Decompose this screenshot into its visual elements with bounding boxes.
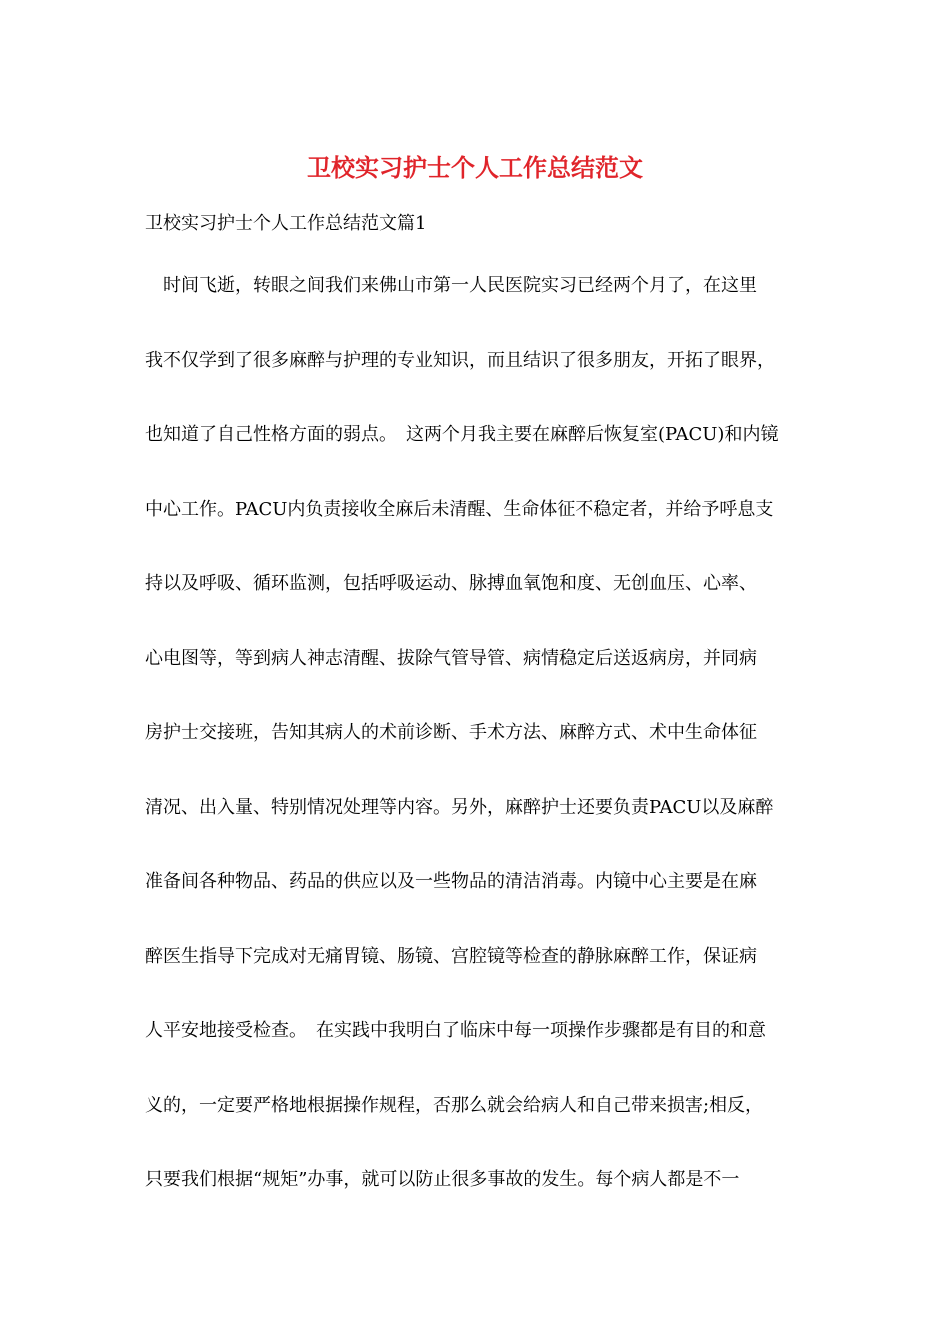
body-line: 只要我们根据“规矩”办事，就可以防止很多事故的发生。每个病人都是不一 [145, 1169, 740, 1190]
body-line: 义的，一定要严格地根据操作规程，否那么就会给病人和自己带来损害;相反， [145, 1094, 764, 1116]
section-heading: 卫校实习护士个人工作总结范文篇1 [145, 213, 427, 234]
document-title: 卫校实习护士个人工作总结范文 [307, 153, 643, 182]
body-text [145, 266, 810, 1235]
body-line: 房护士交接班，告知其病人的术前诊断、手术方法、麻醉方式、术中生命体征 [145, 722, 757, 743]
body-line: 准备间各种物品、药品的供应以及一些物品的清洁消毒。内镜中心主要是在麻 [145, 871, 757, 892]
body-line: 时间飞逝，转眼之间我们来佛山市第一人民医院实习已经两个月了，在这里 [145, 275, 757, 296]
body-line: 持以及呼吸、循环监测，包括呼吸运动、脉搏血氧饱和度、无创血压、心率、 [145, 573, 757, 594]
body-line: 中心工作。PACU内负责接收全麻后未清醒、生命体征不稳定者，并给予呼息支 [145, 498, 774, 520]
body-line: 也知道了自己性格方面的弱点。 这两个月我主要在麻醉后恢复室(PACU)和内镜 [145, 424, 779, 445]
body-line: 醉医生指导下完成对无痛胃镜、肠镜、宫腔镜等检查的静脉麻醉工作，保证病 [145, 945, 757, 967]
body-line: 心电图等，等到病人神志清醒、拔除气管导管、病情稳定后送返病房，并同病 [145, 647, 757, 669]
body-line: 我不仅学到了很多麻醉与护理的专业知识，而且结识了很多朋友，开拓了眼界， [145, 349, 775, 371]
body-line: 人平安地接受检查。 在实践中我明白了临床中每一项操作步骤都是有目的和意 [145, 1020, 766, 1041]
body-line: 清况、出入量、特别情况处理等内容。另外，麻醉护士还要负责PACU以及麻醉 [145, 796, 774, 818]
